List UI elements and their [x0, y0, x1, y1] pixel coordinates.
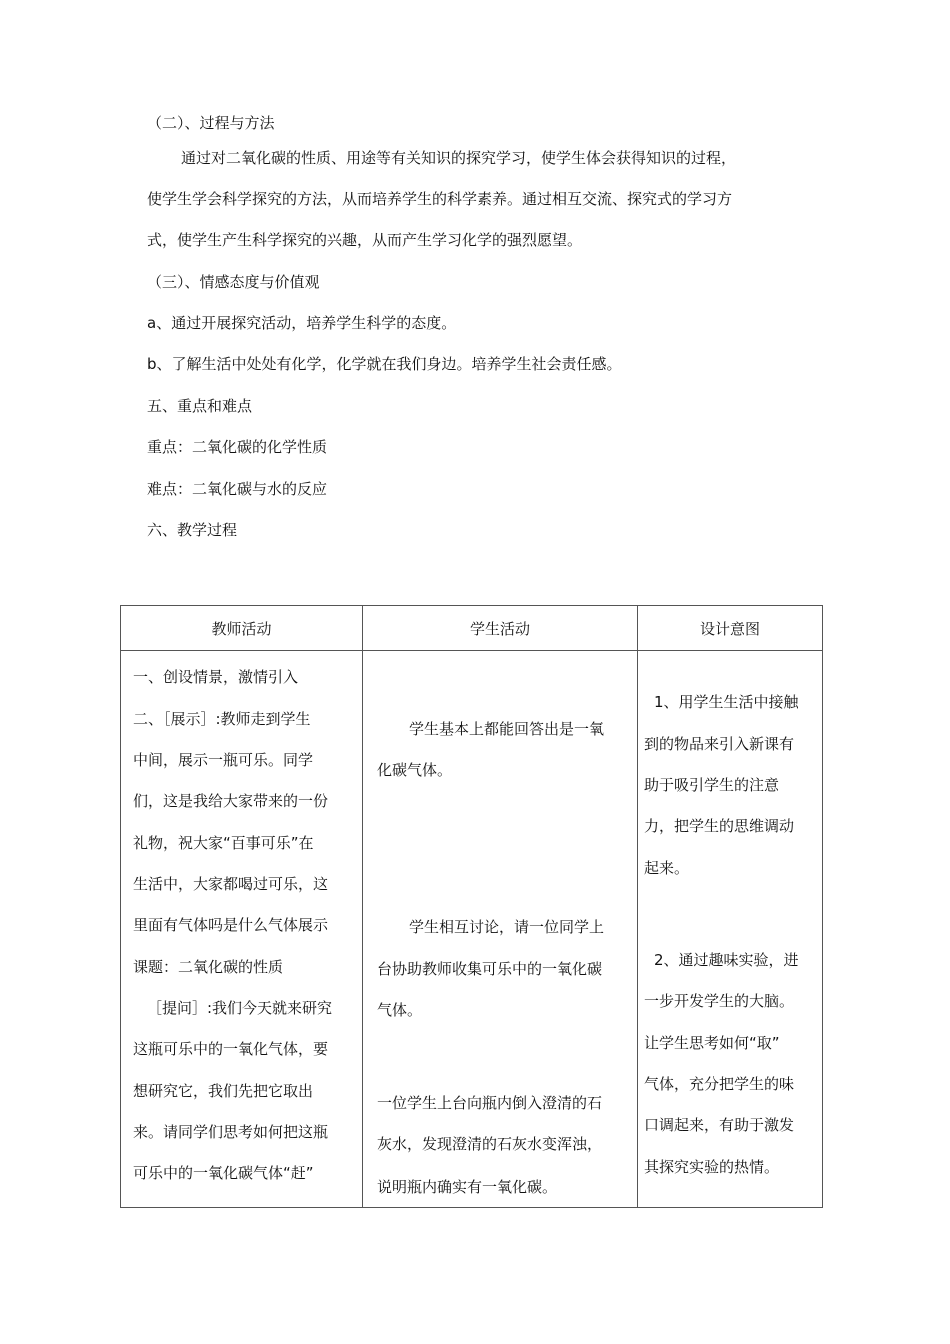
- intent-line: 口调起来，有助于激发: [644, 1116, 795, 1134]
- teacher-line: ［提问］:我们今天就来研究: [147, 999, 333, 1017]
- teacher-line: 课题：二氧化碳的性质: [133, 958, 284, 976]
- intent-line: 让学生思考如何“取”: [644, 1034, 780, 1052]
- header-design-intent: 设计意图: [638, 606, 823, 651]
- design-intent-cell: [638, 651, 823, 1208]
- teacher-line: 生活中，大家都喝过可乐，这: [133, 875, 329, 893]
- header-teacher-activity: 教师活动: [121, 606, 363, 651]
- emotion-heading: （三）、情感态度与价值观: [147, 273, 320, 291]
- student-line: 灰水，发现澄清的石灰水变浑浊，: [377, 1135, 603, 1153]
- teacher-activity-cell: [121, 651, 363, 1208]
- header-student-activity: 学生活动: [363, 606, 638, 651]
- intent-line: 2、通过趣味实验，进: [654, 951, 799, 969]
- teacher-line: 礼物，祝大家“百事可乐”在: [133, 834, 314, 852]
- emotion-item-a: a、通过开展探究活动，培养学生科学的态度。: [147, 314, 457, 332]
- intent-line: 起来。: [644, 859, 690, 877]
- student-line: 气体。: [377, 1001, 423, 1019]
- table-row: [121, 651, 823, 1208]
- table-header-row: [121, 606, 823, 651]
- difficult-point: 难点：二氧化碳与水的反应: [147, 480, 328, 498]
- key-point: 重点：二氧化碳的化学性质: [147, 438, 328, 456]
- student-line: 台协助教师收集可乐中的一氧化碳: [377, 960, 603, 978]
- intent-line: 其探究实验的热情。: [644, 1158, 780, 1176]
- process-line-1: 通过对二氧化碳的性质、用途等有关知识的探究学习，使学生体会获得知识的过程，: [181, 149, 737, 167]
- intent-line: 助于吸引学生的注意: [644, 776, 780, 794]
- student-line: 学生基本上都能回答出是一氧: [409, 720, 605, 738]
- teacher-line: 中间，展示一瓶可乐。同学: [133, 751, 314, 769]
- teacher-line: 想研究它，我们先把它取出: [133, 1082, 314, 1100]
- student-line: 说明瓶内确实有一氧化碳。: [377, 1178, 558, 1196]
- key-heading: 五、重点和难点: [147, 397, 253, 415]
- process-heading: （二）、过程与方法: [147, 114, 275, 132]
- process-line-3: 式，使学生产生科学探究的兴趣，从而产生学习化学的强烈愿望。: [147, 231, 583, 249]
- teaching-process-heading: 六、教学过程: [147, 521, 238, 539]
- teacher-line: 这瓶可乐中的一氧化气体，要: [133, 1040, 329, 1058]
- emotion-item-b: b、了解生活中处处有化学，化学就在我们身边。培养学生社会责任感。: [147, 355, 622, 373]
- intent-line: 一步开发学生的大脑。: [644, 992, 795, 1010]
- process-line-2: 使学生学会科学探究的方法，从而培养学生的科学素养。通过相互交流、探究式的学习方: [147, 190, 733, 208]
- intent-line: 气体，充分把学生的味: [644, 1075, 795, 1093]
- teacher-line: 来。请同学们思考如何把这瓶: [133, 1123, 329, 1141]
- intent-line: 力，把学生的思维调动: [644, 817, 795, 835]
- intent-line: 1、用学生生活中接触: [654, 693, 799, 711]
- lesson-table: [120, 605, 823, 1208]
- teacher-line: 可乐中的一氧化碳气体“赶”: [133, 1164, 314, 1182]
- student-line: 一位学生上台向瓶内倒入澄清的石: [377, 1094, 603, 1112]
- student-line: 化碳气体。: [377, 761, 453, 779]
- teacher-line: 一、创设情景，激情引入: [133, 668, 299, 686]
- student-line: 学生相互讨论，请一位同学上: [409, 918, 605, 936]
- intent-line: 到的物品来引入新课有: [644, 735, 795, 753]
- teacher-line: 二、［展示］:教师走到学生: [133, 710, 311, 728]
- teacher-line: 们，这是我给大家带来的一份: [133, 792, 329, 810]
- teacher-line: 里面有气体吗是什么气体展示: [133, 916, 329, 934]
- student-activity-cell: [363, 651, 638, 1208]
